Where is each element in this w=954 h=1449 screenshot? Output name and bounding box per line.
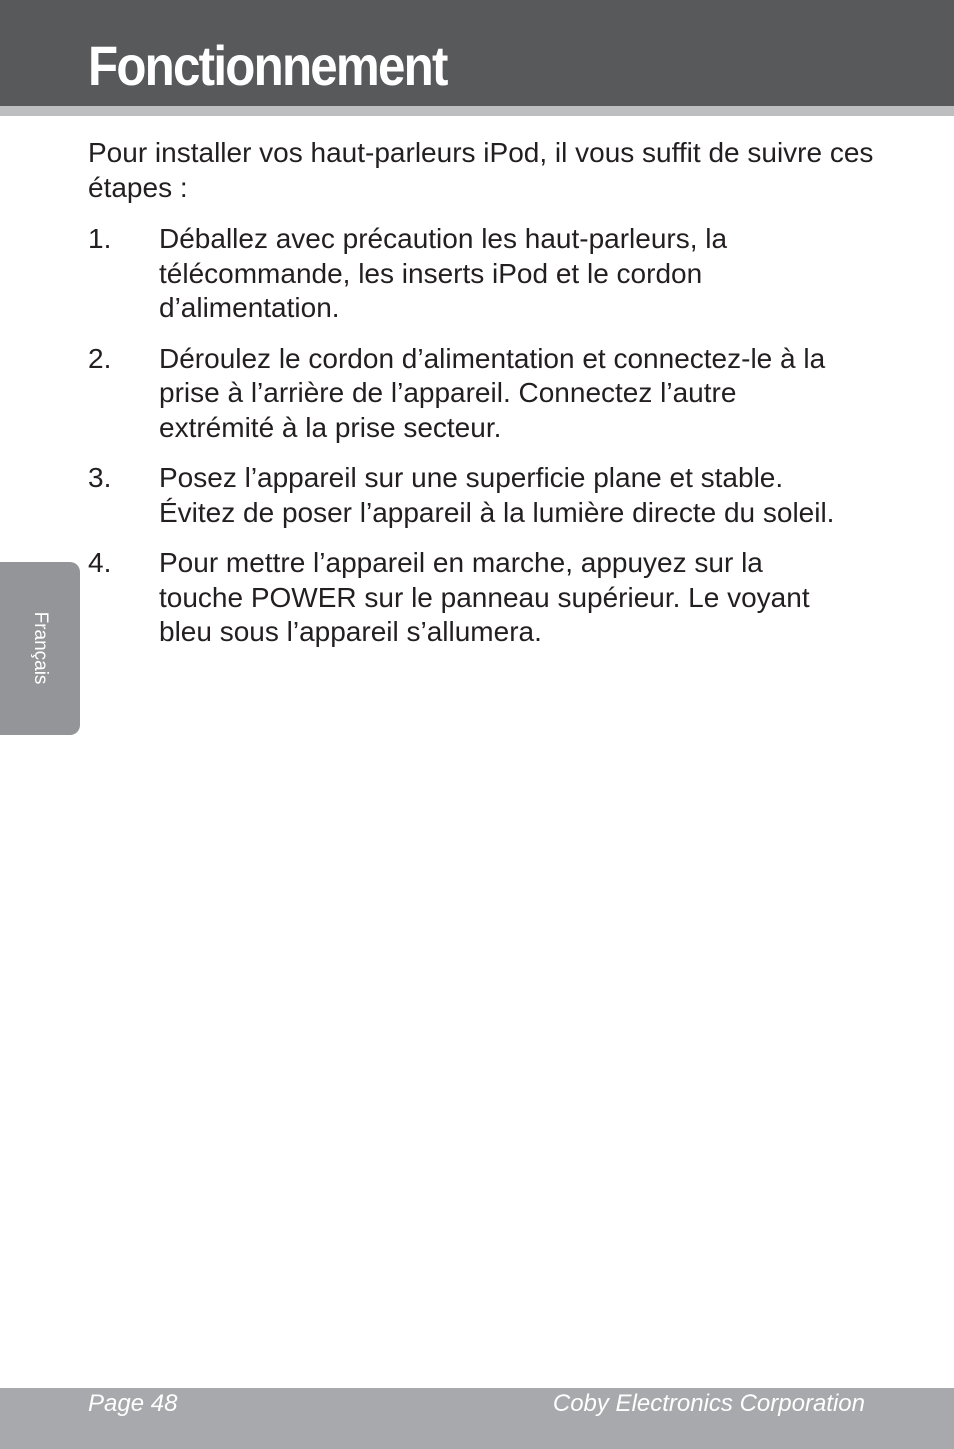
language-tab [0, 562, 80, 735]
step-number: 1. [88, 223, 112, 254]
step-number: 2. [88, 342, 112, 374]
step-number: 4. [88, 547, 112, 578]
steps-list [88, 222, 878, 650]
step-number: 3. [88, 462, 112, 493]
list-item [88, 342, 878, 446]
company-name: Coby Electronics Corporation [552, 1390, 865, 1417]
intro-paragraph: Pour installer vos haut-parleurs iPod, il vous suffit de suivre ces étapes : [88, 137, 874, 203]
page-title: Fonctionnement [88, 34, 447, 97]
list-item [88, 222, 878, 326]
step-text: Déroulez le cordon d’alimentation et connectez-le à la prise à l’arrière de l’appareil. Connectez l’autre extrémité à la prise secteur. [159, 342, 826, 443]
page-number: Page 48 [88, 1390, 178, 1417]
header-divider [0, 106, 954, 116]
list-item [88, 546, 878, 650]
step-text: Pour mettre l’appareil en marche, appuyez sur la touche POWER sur le panneau supérieur. Le voyant bleu sous l’appareil s’allumera. [159, 547, 810, 647]
main-content [88, 136, 878, 666]
step-text: Posez l’appareil sur une superficie plane et stable. Évitez de poser l’appareil à la lumière directe du soleil. [159, 462, 835, 528]
language-tab-label: Français [30, 611, 51, 685]
step-text: Déballez avec précaution les haut-parleurs, la télécommande, les inserts iPod et le cordon d’alimentation. [159, 223, 728, 323]
list-item [88, 461, 878, 530]
